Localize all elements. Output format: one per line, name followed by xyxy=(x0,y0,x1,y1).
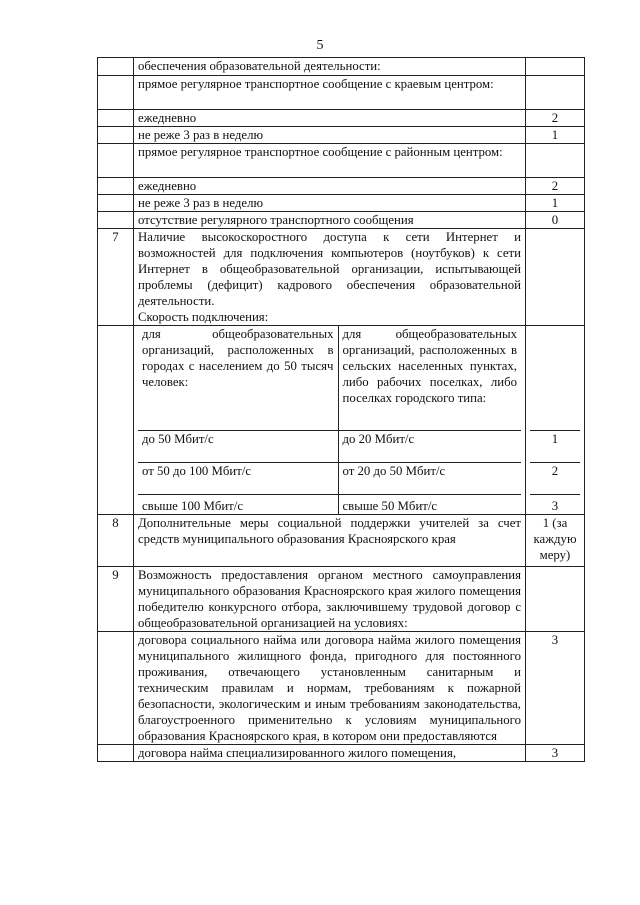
row-points: 1 xyxy=(526,127,585,144)
speed-right: до 20 Мбит/с xyxy=(338,430,521,462)
row-text: ежедневно xyxy=(134,110,526,127)
speed-right: свыше 50 Мбит/с xyxy=(338,494,521,514)
table-row xyxy=(98,76,585,110)
table-row xyxy=(98,212,585,229)
item-text: Дополнительные меры социальной поддержки учителей за счет средств муниципального образования Красноярского края xyxy=(134,515,526,567)
table-row xyxy=(98,127,585,144)
row-text: ежедневно xyxy=(134,178,526,195)
row-points: 0 xyxy=(526,212,585,229)
row-points xyxy=(526,76,585,110)
table-row-item-8 xyxy=(98,515,585,567)
row-points xyxy=(526,58,585,76)
item-text: Возможность предоставления органом местного самоуправления муниципального образования Красноярского края жилого помещения победителю конкурсного отбора, заключившему трудовой договор с общеобразовательной организацией на условиях: xyxy=(134,567,526,632)
option-text: договора найма специализированного жилого помещения, xyxy=(134,745,526,762)
speed-right: от 20 до 50 Мбит/с xyxy=(338,462,521,494)
option-points: 3 xyxy=(526,745,585,762)
table-row xyxy=(98,58,585,76)
criteria-table-wrapper xyxy=(97,57,585,762)
item-number: 8 xyxy=(98,515,134,567)
speed-points: 1 xyxy=(530,430,580,462)
row-points: 1 xyxy=(526,195,585,212)
table-row xyxy=(98,110,585,127)
item-points: 1 (за каждую меру) xyxy=(526,515,585,567)
table-row xyxy=(98,195,585,212)
row-text: прямое регулярное транспортное сообщение с районным центром: xyxy=(134,144,526,178)
row-points: 2 xyxy=(526,110,585,127)
table-row xyxy=(98,632,585,745)
row-text: отсутствие регулярного транспортного сообщения xyxy=(134,212,526,229)
speed-points: 2 xyxy=(530,462,580,494)
row-text: обеспечения образовательной деятельности: xyxy=(134,58,526,76)
table-row-speeds xyxy=(98,326,585,515)
table-row xyxy=(98,178,585,195)
item-number: 7 xyxy=(98,229,134,326)
table-row xyxy=(98,144,585,178)
speed-label: Скорость подключения: xyxy=(138,310,269,324)
row-points: 2 xyxy=(526,178,585,195)
page-number: 5 xyxy=(316,38,324,53)
row-text: прямое регулярное транспортное сообщение с краевым центром: xyxy=(134,76,526,110)
speed-left: свыше 100 Мбит/с xyxy=(138,494,338,514)
item-number: 9 xyxy=(98,567,134,632)
col-right-header: для общеобразовательных организаций, расположенных в сельских населенных пунктах, либо рабочих поселках, либо поселках городского типа: xyxy=(342,327,517,405)
row-text: не реже 3 раз в неделю xyxy=(134,195,526,212)
table-row xyxy=(98,745,585,762)
table-row-item-7 xyxy=(98,229,585,326)
col-left-header: для общеобразовательных организаций, расположенных в городах с населением до 50 тысяч человек: xyxy=(138,326,338,430)
option-points: 3 xyxy=(526,632,585,745)
row-text: не реже 3 раз в неделю xyxy=(134,127,526,144)
table-row-item-9 xyxy=(98,567,585,632)
item-text: Наличие высокоскоростного доступа к сети Интернет и возможностей для подключения компьютеров (ноутбуков) к сети Интернет в общеобразовательной организации, испытывающей проблемы (дефицит) кадрового обеспечения образовательной деятельности. xyxy=(138,230,521,308)
speed-points: 3 xyxy=(530,494,580,514)
speed-subtable xyxy=(138,326,521,514)
option-text: договора социального найма или договора найма жилого помещения муниципального жилищного фонда, пригодного для постоянного проживания, отвечающего установленным санитарным и техническим правилам и нормам, требованиям к пожарной безопасности, экологическим и иным требованиям законодательства, благоустроенного применительно к условиям муниципального образования Красноярского края, в котором они предоставляются xyxy=(134,632,526,745)
criteria-table xyxy=(97,57,585,762)
speed-left: от 50 до 100 Мбит/с xyxy=(138,462,338,494)
speed-left: до 50 Мбит/с xyxy=(138,430,338,462)
row-points xyxy=(526,144,585,178)
